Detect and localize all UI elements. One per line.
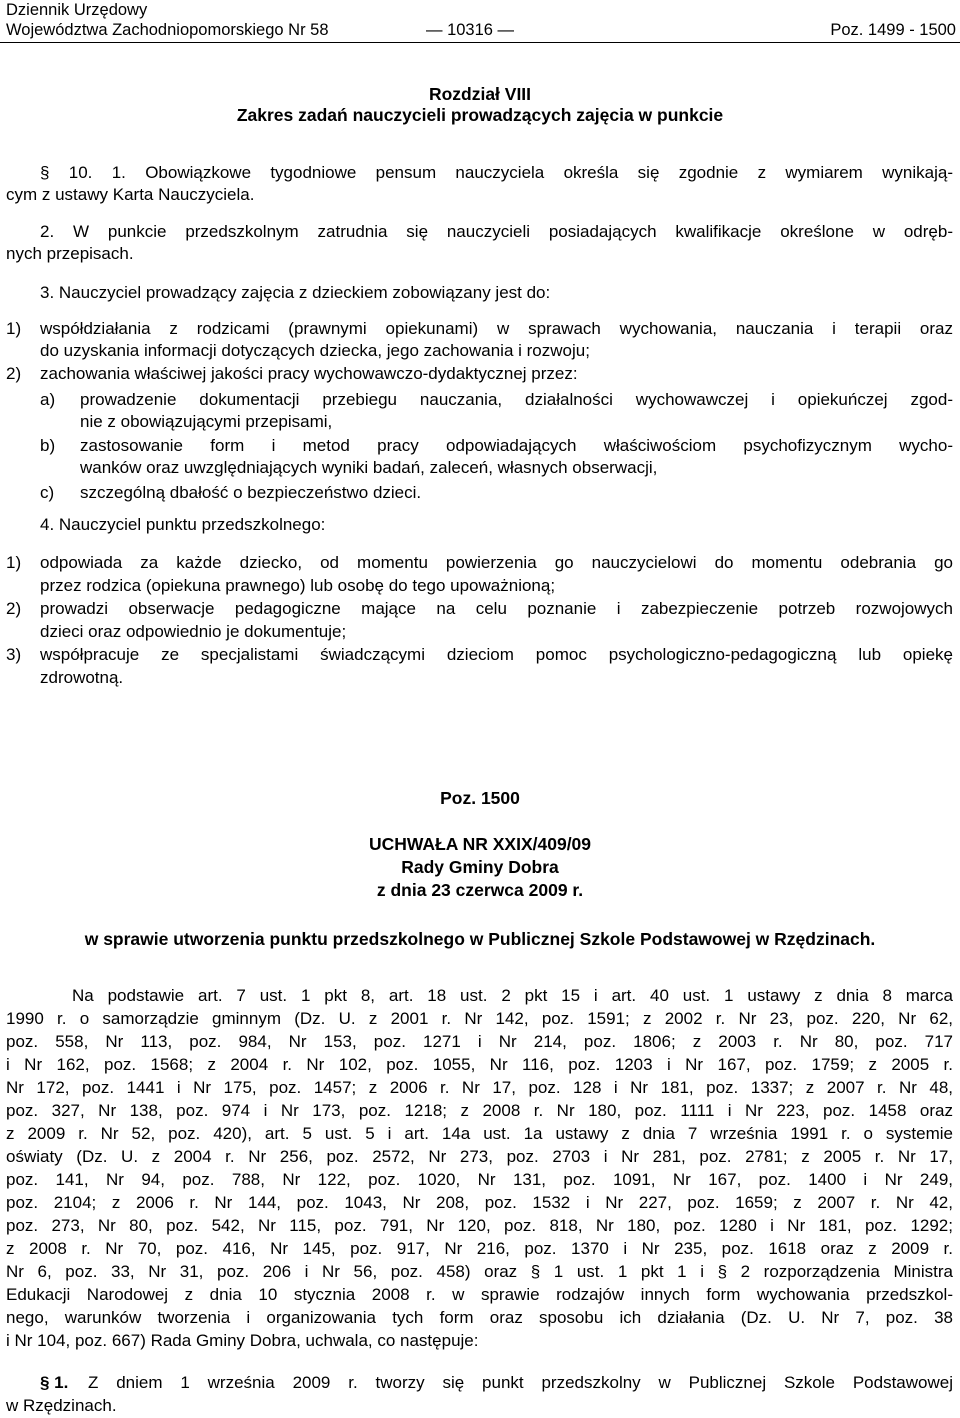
subitem-b-line2: wanków oraz uwzględniających wyniki badań, zaleceń, własnych obserwacji, — [80, 458, 658, 477]
task-2-line1: prowadzi obserwacje pedagogiczne mające na celu poznanie i zabezpieczenie potrzeb rozwojowych — [40, 599, 953, 618]
preamble-line: poz. 273, Nr 80, poz. 542, Nr 115, poz. 791, Nr 120, poz. 818, Nr 180, poz. 1280 i Nr 181, poz. 1292; — [6, 1216, 953, 1235]
paragraph-10-2-line2: nych przepisach. — [6, 244, 134, 263]
chapter-subtitle: Zakres zadań nauczycieli prowadzących zajęcia w punkcie — [236, 105, 724, 125]
paragraph-10-1-line2: cym z ustawy Karta Nauczyciela. — [6, 185, 255, 204]
subitem-a-line1: prowadzenie dokumentacji przebiegu nauczania, działalności wychowawczej i opiekuńczej zgod- — [80, 390, 953, 409]
item-2-number: 2) — [6, 364, 22, 383]
journal-title: Dziennik Urzędowy — [6, 1, 148, 19]
paragraph-10-4: 4. Nauczyciel punktu przedszkolnego: — [40, 515, 326, 534]
preamble-line: nego, warunków tworzenia i organizowania tych form oraz sposobu ich działania (Dz. U. Nr 7, poz. 38 — [6, 1308, 953, 1327]
preamble-line: i Nr 104, poz. 667) Rada Gminy Dobra, uchwala, co następuje: — [6, 1331, 479, 1350]
preamble-line: poz. 558, Nr 113, poz. 984, Nr 153, poz. 1271 i Nr 214, poz. 1806; z 2003 r. Nr 80, poz. 717 — [6, 1032, 953, 1051]
subitem-c-line1: szczególną dbałość o bezpieczeństwo dzieci. — [80, 483, 422, 502]
resolution-title: UCHWAŁA NR XXIX/409/09 — [368, 834, 592, 854]
item-1-line1: współdziałania z rodzicami (prawnymi opiekunami) w sprawach wychowania, nauczania i terapii oraz — [40, 319, 953, 338]
resolution-position: Poz. 1500 — [440, 788, 520, 808]
item-1-line2: do uzyskania informacji dotyczących dziecka, jego zachowania i rozwoju; — [40, 341, 590, 360]
subitem-c-letter: c) — [40, 483, 55, 502]
preamble-line: poz. 141, Nr 94, poz. 788, Nr 122, poz. 1020, Nr 131, poz. 1091, Nr 167, poz. 1400 i Nr 249, — [6, 1170, 953, 1189]
resolution-issuer: Rady Gminy Dobra — [401, 857, 559, 877]
preamble-line: Nr 6, poz. 33, Nr 31, poz. 206 i Nr 56, poz. 458) oraz § 1 ust. 1 pkt 1 i § 2 rozporządzenia Ministra — [6, 1262, 953, 1281]
task-2-number: 2) — [6, 599, 22, 618]
task-1-line1: odpowiada za każde dziecko, od momentu powierzenia go nauczycielowi do momentu odebrania go — [40, 553, 953, 572]
task-3-line2: zdrowotną. — [40, 668, 124, 687]
paragraph-10-2-line1: 2. W punkcie przedszkolnym zatrudnia się nauczycieli posiadających kwalifikacje określone w odręb- — [40, 222, 953, 241]
preamble-line: Na podstawie art. 7 ust. 1 pkt 8, art. 18 ust. 2 pkt 15 i art. 40 ust. 1 ustawy z dnia 8 marca — [72, 986, 953, 1005]
paragraph-10-3: 3. Nauczyciel prowadzący zajęcia z dzieckiem zobowiązany jest do: — [40, 283, 551, 302]
preamble-line: Edukacji Narodowej z dnia 10 stycznia 2008 r. w sprawie rodzajów innych form wychowania przedszkol- — [6, 1285, 953, 1304]
header-position: Poz. 1499 - 1500 — [830, 21, 956, 39]
subitem-b-letter: b) — [40, 436, 56, 455]
resolution-date: z dnia 23 czerwca 2009 r. — [376, 880, 584, 900]
task-1-line2: przez rodzica (opiekuna prawnego) lub osobę do tego upoważnioną; — [40, 576, 556, 595]
section-1-line1: Z dniem 1 września 2009 r. tworzy się punkt przedszkolny w Publicznej Szkole Podstawowej — [88, 1373, 953, 1392]
preamble-line: Nr 172, poz. 1441 i Nr 175, poz. 1457; z 2006 r. Nr 17, poz. 128 i Nr 181, poz. 1337; z 2007 r. Nr 48, — [6, 1078, 953, 1097]
subitem-a-letter: a) — [40, 390, 56, 409]
paragraph-10-1-line1: § 10. 1. Obowiązkowe tygodniowe pensum nauczyciela określa się zgodnie z wymiarem wynikają- — [40, 163, 953, 182]
journal-region: Województwa Zachodniopomorskiego Nr 58 — [6, 21, 329, 39]
section-1-mark: § 1. — [40, 1373, 69, 1392]
preamble-line: poz. 327, Nr 138, poz. 974 i Nr 173, poz. 1218; z 2008 r. Nr 180, poz. 1111 i Nr 223, poz. 1458 oraz — [6, 1101, 953, 1120]
page-header — [6, 0, 956, 40]
item-1-number: 1) — [6, 319, 22, 338]
chapter-title: Rozdział VIII — [428, 84, 532, 104]
header-divider — [0, 42, 960, 43]
preamble-line: oświaty (Dz. U. z 2004 r. Nr 256, poz. 2572, Nr 273, poz. 2703 i Nr 281, poz. 2781; z 2005 r. Nr 17, — [6, 1147, 953, 1166]
section-1-line2: w Rzędzinach. — [6, 1396, 117, 1415]
task-1-number: 1) — [6, 553, 22, 572]
task-3-line1: współpracuje ze specjalistami świadczącymi dzieciom pomoc psychologiczno-pedagogiczną lub opiekę — [40, 645, 953, 664]
preamble-line: z 2009 r. Nr 52, poz. 420), art. 5 ust. 5 i art. 14a ust. 1a ustawy z dnia 7 września 1991 r. o systemie — [6, 1124, 953, 1143]
preamble-line: 1990 r. o samorządzie gminnym (Dz. U. z 2001 r. Nr 142, poz. 1591; z 2002 r. Nr 23, poz. 220, Nr 62, — [6, 1009, 953, 1028]
item-2-line1: zachowania właściwej jakości pracy wychowawczo-dydaktycznej przez: — [40, 364, 578, 383]
preamble-line: i Nr 162, poz. 1568; z 2004 r. Nr 102, poz. 1055, Nr 116, poz. 1203 i Nr 167, poz. 1759; z 2005 r. — [6, 1055, 953, 1074]
subitem-b-line1: zastosowanie form i metod pracy odpowiadających właściwościom psychofizycznym wycho- — [80, 436, 953, 455]
preamble-line: z 2008 r. Nr 70, poz. 416, Nr 145, poz. 917, Nr 216, poz. 1370 i Nr 235, poz. 1618 oraz z 2009 r. — [6, 1239, 953, 1258]
task-2-line2: dzieci oraz odpowiednio je dokumentuje; — [40, 622, 347, 641]
preamble-line: poz. 2104; z 2006 r. Nr 144, poz. 1043, Nr 208, poz. 1532 i Nr 227, poz. 1659; z 2007 r. Nr 42, — [6, 1193, 953, 1212]
subitem-a-line2: nie z obowiązującymi przepisami, — [80, 412, 333, 431]
task-3-number: 3) — [6, 645, 22, 664]
resolution-subject: w sprawie utworzenia punktu przedszkolnego w Publicznej Szkole Podstawowej w Rzędzinach. — [84, 929, 876, 949]
page-number: — 10316 — — [426, 21, 515, 39]
